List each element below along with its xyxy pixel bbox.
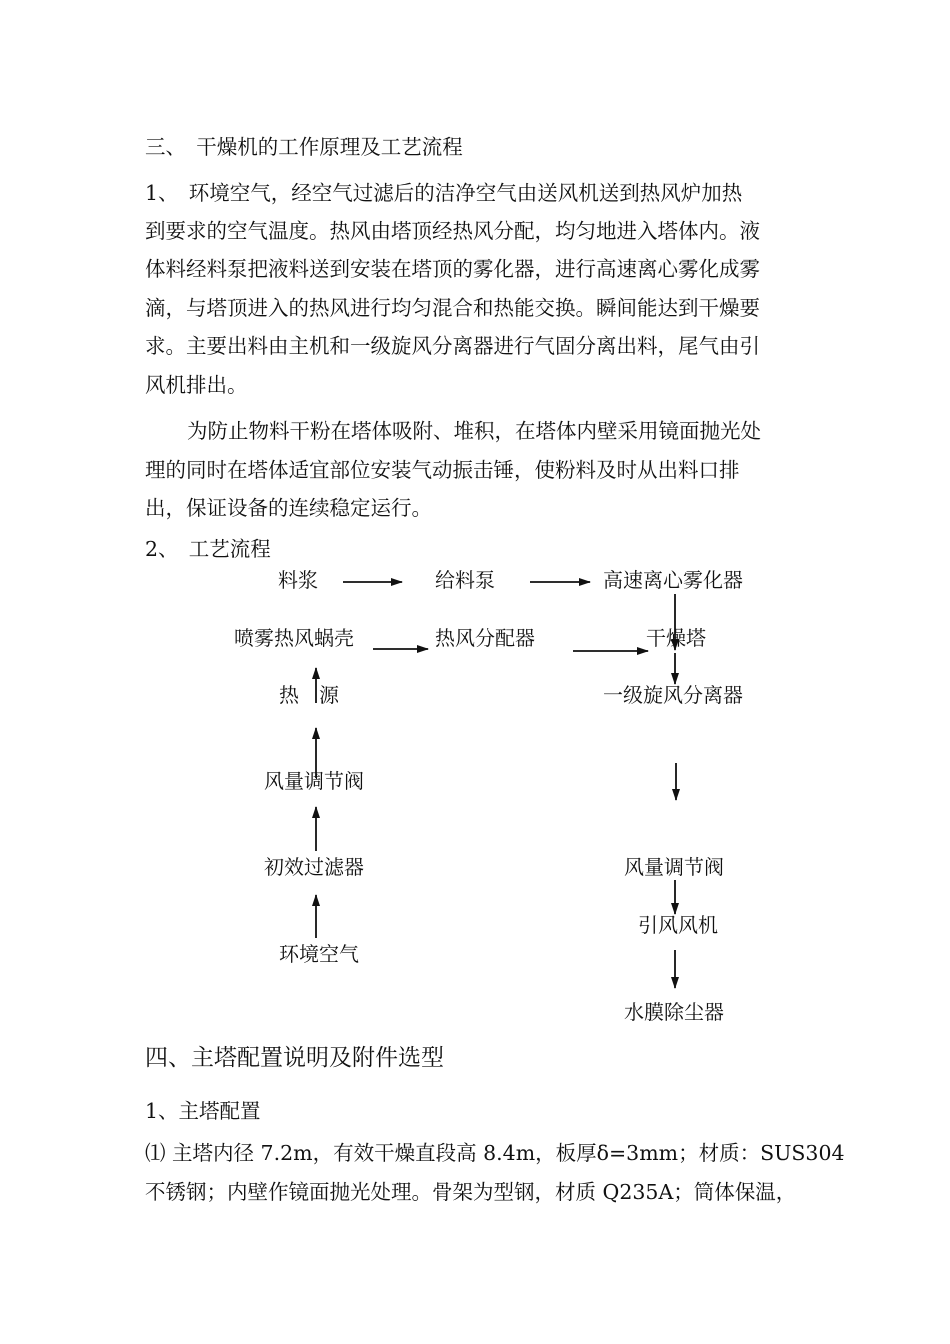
flow-node-cyclone: 一级旋风分离器	[603, 683, 743, 707]
section3-heading: 三、 干燥机的工作原理及工艺流程	[145, 135, 463, 159]
flow-node-damper-right: 风量调节阀	[624, 855, 724, 879]
flow-node-feed-pump: 给料泵	[435, 568, 495, 592]
flow-node-volute: 喷雾热风蜗壳	[234, 626, 354, 650]
section4-item1-1-line-1: ⑴ 主塔内径 7.2m，有效干燥直段高 8.4m，板厚δ=3mm；材质：SUS304	[145, 1141, 845, 1165]
section4-item1: 1、主塔配置	[145, 1099, 261, 1123]
item1-line-1: 1、 环境空气，经空气过滤后的洁净空气由送风机送到热风炉加热	[145, 181, 743, 205]
section4-heading: 四、主塔配置说明及附件选型	[145, 1045, 444, 1071]
flow-node-ambient-air: 环境空气	[279, 942, 359, 966]
para2-line-1: 为防止物料干粉在塔体吸附、堆积，在塔体内壁采用镜面抛光处	[187, 419, 761, 443]
para2-line-2: 理的同时在塔体适宜部位安装气动振击锤，使粉料及时从出料口排	[145, 458, 740, 482]
flow-node-dryer-tower: 干燥塔	[646, 626, 706, 650]
flow-node-slurry: 料浆	[278, 568, 318, 592]
flow-node-primary-filter: 初效过滤器	[264, 855, 364, 879]
item1-line-6: 风机排出。	[145, 373, 248, 397]
item1-line-2: 到要求的空气温度。热风由塔顶经热风分配，均匀地进入塔体内。液	[145, 219, 760, 243]
flow-node-heat-source: 热 源	[279, 683, 339, 707]
flow-node-induced-fan: 引风风机	[638, 913, 718, 937]
flow-node-damper-left: 风量调节阀	[264, 769, 364, 793]
section4-item1-1-line-2: 不锈钢；内壁作镜面抛光处理。骨架为型钢，材质 Q235A；筒体保温，	[145, 1180, 797, 1204]
item1-line-4: 滴，与塔顶进入的热风进行均匀混合和热能交换。瞬间能达到干燥要	[145, 296, 760, 320]
flow-node-atomizer: 高速离心雾化器	[603, 568, 743, 592]
item1-line-3: 体料经料泵把液料送到安装在塔顶的雾化器，进行高速离心雾化成雾	[145, 257, 760, 281]
flow-node-distributor: 热风分配器	[435, 626, 535, 650]
flow-node-water-film: 水膜除尘器	[624, 1000, 724, 1024]
item1-line-5: 求。主要出料由主机和一级旋风分离器进行气固分离出料，尾气由引	[145, 334, 760, 358]
item2-label: 2、 工艺流程	[145, 537, 271, 561]
para2-line-3: 出，保证设备的连续稳定运行。	[145, 496, 432, 520]
